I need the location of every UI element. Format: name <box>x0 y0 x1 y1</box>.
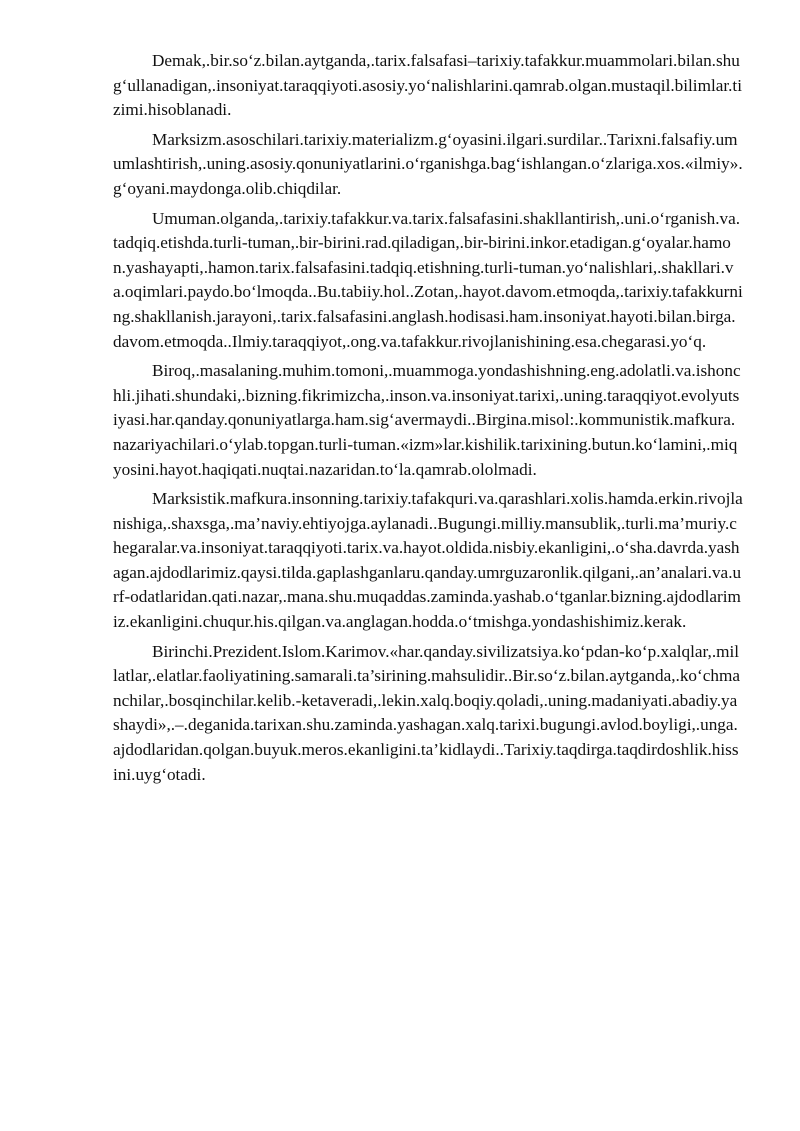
paragraph-3: Umuman.olganda,.tarixiy.tafakkur.va.tarix.falsafasini.shakllantirish,.uni.o‘rganish.va.tadqiq.etishda.turli-tuman,.bir-birini.rad.qiladigan,.bir-birini.inkor.etadigan.g‘oyalar.hamon.yashayapti,.hamon.tarix.falsafasini.tadqiq.etishning.turli-tuman.yo‘nalishlari,.shakllari.va.oqimlari.paydo.bo‘lmoqda..Bu.tabiiy.hol..Zotan,.hayot.davom.etmoqda,.tarixiy.tafakkurning.shakllanish.jarayoni,.tarix.falsafasini.anglash.hodisasi.ham.insoniyat.hayoti.bilan.birga.davom.etmoqda..Ilmiy.taraqqiyot,.ong.va.tafakkur.rivojlanishining.esa.chegarasi.yo‘q. <box>113 208 743 351</box>
paragraph-2: Marksizm.asoschilari.tarixiy.materializm.g‘oyasini.ilgari.surdilar..Tarixni.falsafiy.umumlashtirish,.uning.asosiy.qonuniyatlarini.o‘rganishga.bag‘ishlangan.o‘zlariga.xos.«ilmiy».g‘oyani.maydonga.olib.chiqdilar. <box>113 129 743 198</box>
paragraph-6: Birinchi.Prezident.Islom.Karimov.«har.qanday.sivilizatsiya.ko‘pdan-ko‘p.xalqlar,.millatlar,.elatlar.faoliyatining.samarali.ta’sirining.mahsulidir..Bir.so‘z.bilan.aytganda,.ko‘chmanchilar,.bosqinchilar.kelib.-ketaveradi,.lekin.xalq.boqiy.qoladi,.uning.madaniyati.abadiy.yashaydi»,.–.deganida.tarixan.shu.zaminda.yashagan.xalq.tarixi.bugungi.avlod.boyligi,.unga.ajdodlaridan.qolgan.buyuk.meros.ekanligini.ta’kidlaydi..Tarixiy.taqdirga.taqdirdoshlik.hissini.uyg‘otadi. <box>113 641 740 784</box>
paragraph-4: Biroq,.masalaning.muhim.tomoni,.muammoga.yondashishning.eng.adolatli.va.ishonchli.jihati.shundaki,.bizning.fikrimizcha,.inson.va.insoniyat.tarixi,.uning.taraqqiyot.evolyutsiyasi.har.qanday.qonuniyatlarga.ham.sig‘avermaydi..Birgina.misol:.kommunistik.mafkura.nazariyachilari.o‘ylab.topgan.turli-tuman.«izm»lar.kishilik.tarixining.butun.ko‘lamini,.miqyosini.hayot.haqiqati.nuqtai.nazaridan.to‘la.qamrab.ololmadi. <box>113 361 741 479</box>
paragraph-5: Marksistik.mafkura.insonning.tarixiy.tafakquri.va.qarashlari.xolis.hamda.erkin.rivojlanishiga,.shaxsga,.ma’naviy.ehtiyojga.aylanadi..Bugungi.milliy.mansublik,.turli.ma’muriy.chegaralar.va.insoniyat.taraqqiyoti.tarix.va.hayot.oldida.nisbiy.ekanligini,.o‘sha.davrda.yashagan.ajdodlarimiz.qaysi.tilda.gaplashganlaru.qanday.umrguzaronlik.qilgani,.an’analari.va.urf-odatlaridan.qati.nazar,.mana.shu.muqaddas.zaminda.yashab.o‘tganlar.bizning.ajdodlarimiz.ekanligini.chuqur.his.qilgan.va.anglagan.hodda.o‘tmishga.yondashishimiz.kerak. <box>113 489 743 632</box>
document-page <box>113 49 743 792</box>
paragraph-1: Demak,.bir.so‘z.bilan.aytganda,.tarix.falsafasi–tarixiy.tafakkur.muammolari.bilan.shug‘ullanadigan,.insoniyat.taraqqiyoti.asosiy.yo‘nalishlarini.qamrab.olgan.mustaqil.bilimlar.tizimi.hisoblanadi. <box>113 51 742 120</box>
